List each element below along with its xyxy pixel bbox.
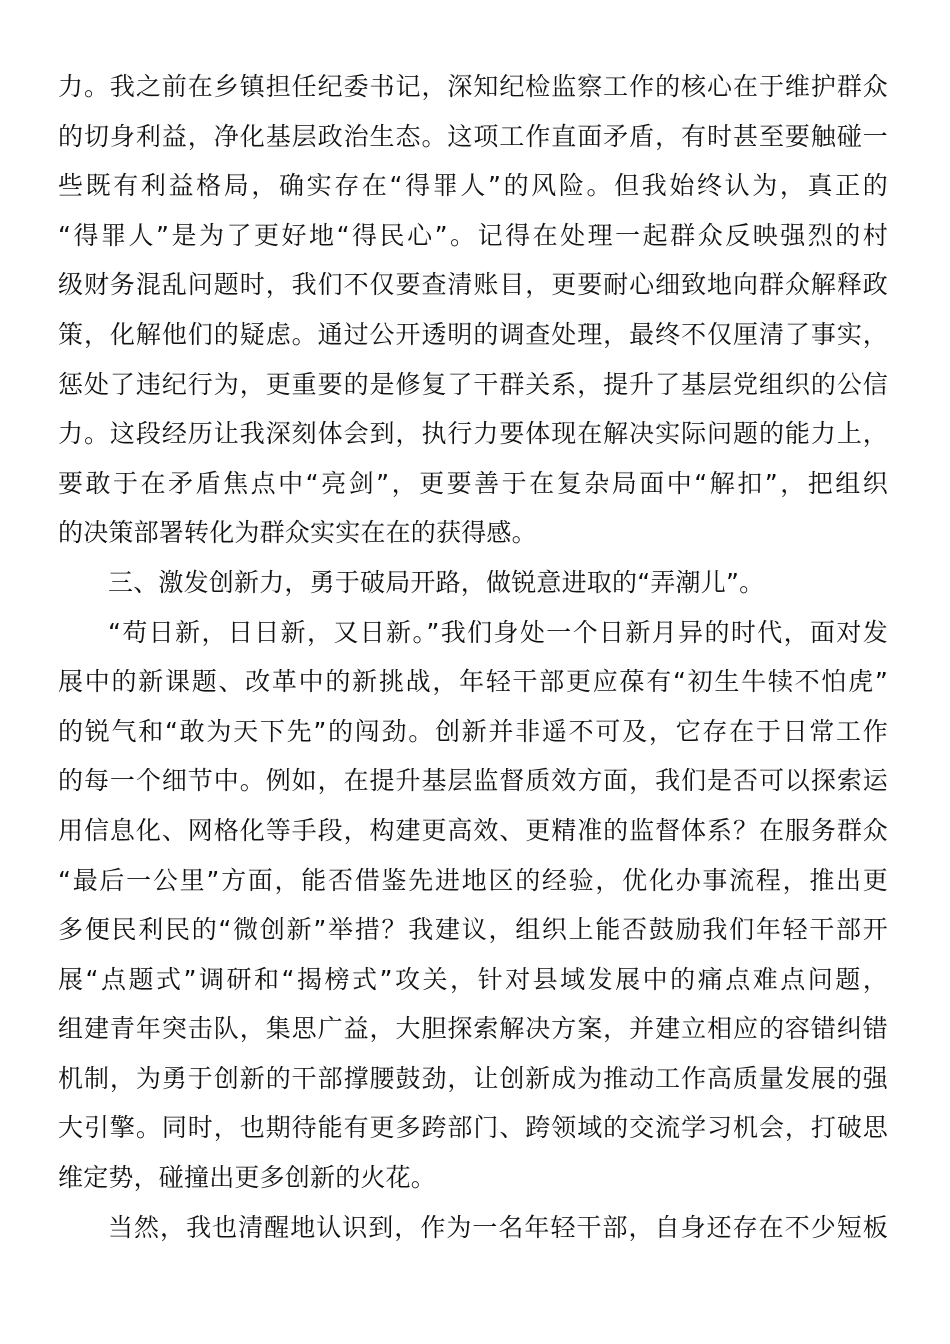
text-line: 策，化解他们的疑虑。通过公开透明的调查处理，最终不仅厘清了事实，: [58, 319, 888, 349]
text-line: “得罪人”是为了更好地“得民心”。记得在处理一起群众反映强烈的村: [58, 220, 888, 250]
text-line: 大引擎。同时，也期待能有更多跨部门、跨领域的交流学习机会，打破思: [58, 1113, 888, 1143]
text-line: 用信息化、网格化等手段，构建更高效、更精准的监督体系？在服务群众: [58, 815, 888, 845]
text-line: 维定势，碰撞出更多创新的火花。: [58, 1163, 437, 1193]
text-line: “苟日新，日日新，又日新。”我们身处一个日新月异的时代，面对发: [108, 617, 888, 647]
document-body: [58, 62, 888, 1252]
text-line: 展“点题式”调研和“揭榜式”攻关，针对县域发展中的痛点难点问题，: [58, 964, 888, 994]
text-line: 组建青年突击队，集思广益，大胆探索解决方案，并建立相应的容错纠错: [58, 1014, 888, 1044]
text-line: 要敢于在矛盾焦点中“亮剑”，更要善于在复杂局面中“解扣”，把组织: [58, 468, 888, 498]
text-line: 惩处了违纪行为，更重要的是修复了干群关系，提升了基层党组织的公信: [58, 369, 888, 399]
text-line: 些既有利益格局，确实存在“得罪人”的风险。但我始终认为，真正的: [58, 171, 888, 201]
text-line: 多便民利民的“微创新”举措？我建议，组织上能否鼓励我们年轻干部开: [58, 915, 888, 945]
text-line: 的决策部署转化为群众实实在在的获得感。: [58, 518, 537, 548]
text-line: 当然，我也清醒地认识到，作为一名年轻干部，自身还存在不少短板: [108, 1212, 888, 1242]
text-line: 力。这段经历让我深刻体会到，执行力要体现在解决实际问题的能力上，: [58, 419, 888, 449]
paragraph-execution-experience: [58, 62, 888, 558]
text-line: 的锐气和“敢为天下先”的闯劲。创新并非遥不可及，它存在于日常工作: [58, 716, 888, 746]
text-line: “最后一公里”方面，能否借鉴先进地区的经验，优化办事流程，推出更: [58, 865, 888, 895]
text-line: 机制，为勇于创新的干部撑腰鼓劲，让创新成为推动工作高质量发展的强: [58, 1063, 888, 1093]
text-line: 展中的新课题、改革中的新挑战，年轻干部更应葆有“初生牛犊不怕虎”: [58, 667, 888, 697]
paragraph-innovation: [58, 608, 888, 1203]
text-line: 力。我之前在乡镇担任纪委书记，深知纪检监察工作的核心在于维护群众: [58, 72, 888, 101]
section-heading-3: 三、激发创新力，勇于破局开路，做锐意进取的“弄潮儿”。: [108, 567, 765, 597]
text-line: 级财务混乱问题时，我们不仅要查清账目，更要耐心细致地向群众解释政: [58, 270, 888, 300]
text-line: 的切身利益，净化基层政治生态。这项工作直面矛盾，有时甚至要触碰一: [58, 121, 888, 151]
text-line: 的每一个细节中。例如，在提升基层监督质效方面，我们是否可以探索运: [58, 766, 888, 796]
paragraph-self-reflection: [58, 1203, 888, 1253]
